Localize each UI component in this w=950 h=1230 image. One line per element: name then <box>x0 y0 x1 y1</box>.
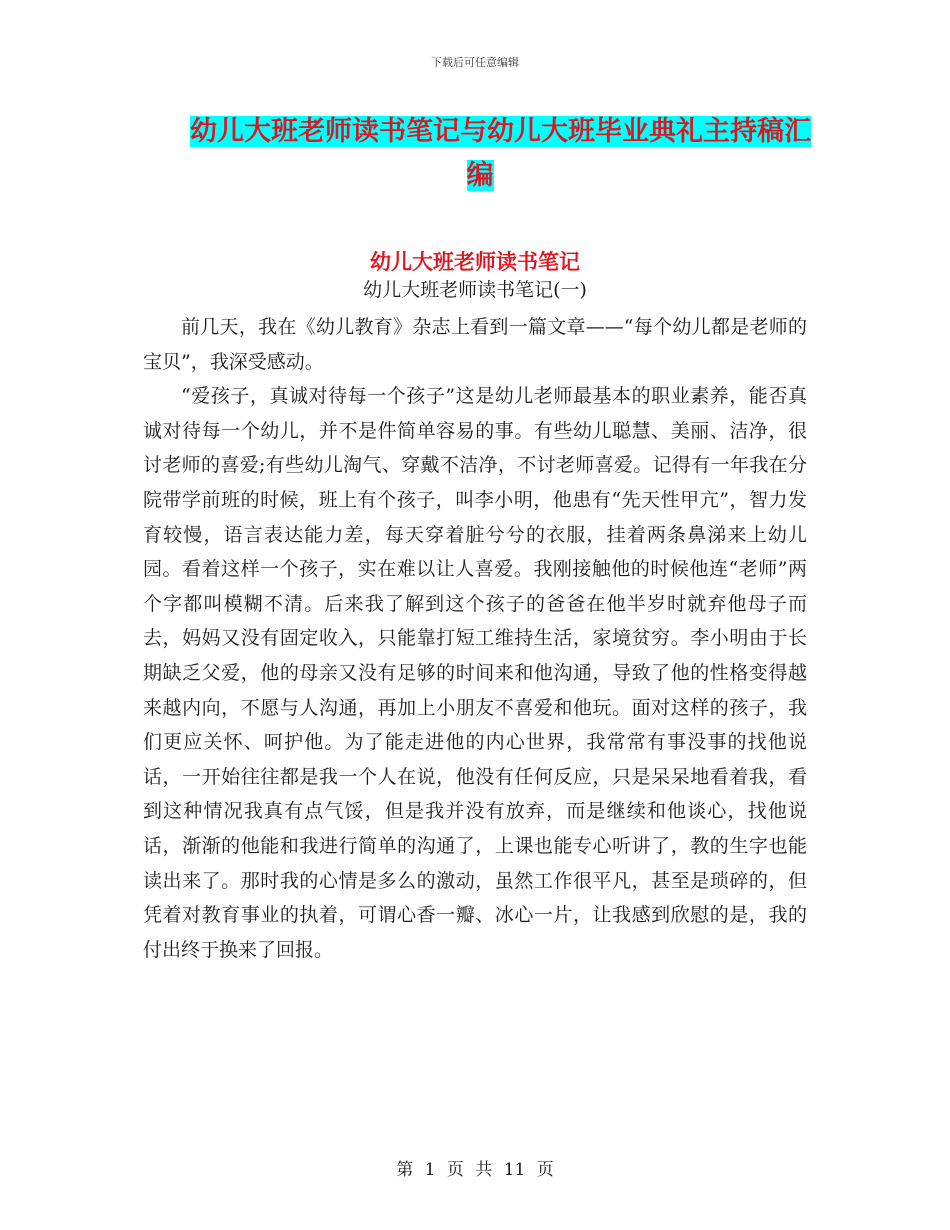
body-text <box>143 310 807 967</box>
paragraph: “爱孩子，真诚对待每一个孩子”这是幼儿老师最基本的职业素养，能否真诚对待每一个幼儿，并不是件简单容易的事。有些幼儿聪慧、美丽、洁净，很讨老师的喜爱;有些幼儿淘气、穿戴不洁净，不讨老师喜爱。记得有一年我在分院带学前班的时候，班上有个孩子，叫李小明，他患有“先天性甲亢”，智力发育较慢，语言表达能力差，每天穿着脏兮兮的衣服，挂着两条鼻涕来上幼儿园。看着这样一个孩子，实在难以让人喜爱。我刚接触他的时候他连“老师”两个字都叫模糊不清。后来我了解到这个孩子的爸爸在他半岁时就弃他母子而去，妈妈又没有固定收入，只能靠打短工维持生活，家境贫穷。李小明由于长期缺乏父爱，他的母亲又没有足够的时间来和他沟通，导致了他的性格变得越来越内向，不愿与人沟通，再加上小朋友不喜爱和他玩。面对这样的孩子，我们更应关怀、呵护他。为了能走进他的内心世界，我常常有事没事的找他说话，一开始往往都是我一个人在说，他没有任何反应，只是呆呆地看着我，看到这种情况我真有点气馁，但是我并没有放弃，而是继续和他谈心，找他说话，渐渐的他能和我进行简单的沟通了，上课也能专心听讲了，教的生字也能读出来了。那时我的心情是多么的激动，虽然工作很平凡，甚至是琐碎的，但凭着对教育事业的执着，可谓心香一瓣、冰心一片，让我感到欣慰的是，我的付出终于换来了回报。 <box>143 385 807 961</box>
section-title: 幼儿大班老师读书笔记 <box>370 250 580 274</box>
document-title-line2: 编 <box>466 160 494 191</box>
document-title <box>190 110 810 198</box>
page-header-note: 下载后可任意编辑 <box>431 56 519 69</box>
document-title-line1: 幼儿大班老师读书笔记与幼儿大班毕业典礼主持稿汇 <box>190 116 811 147</box>
section-subtitle: 幼儿大班老师读书笔记(一) <box>363 279 587 301</box>
page-footer: 第 1 页 共 11 页 <box>396 1160 554 1180</box>
paragraph: 前几天，我在《幼儿教育》杂志上看到一篇文章——“每个幼儿都是老师的宝贝”，我深受感动。 <box>143 316 807 373</box>
